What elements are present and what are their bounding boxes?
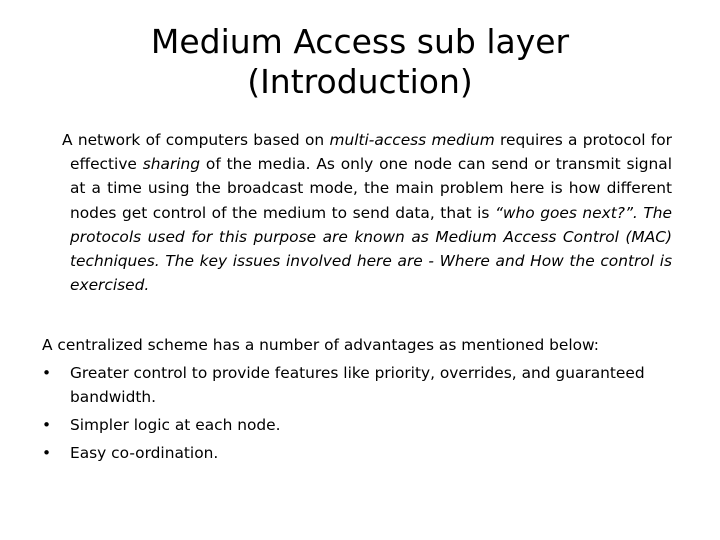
advantages-heading: A centralized scheme has a number of advantages as mentioned below:: [42, 336, 599, 354]
bullet-icon: •: [42, 416, 52, 434]
list-item: [42, 413, 692, 437]
bullet-icon: •: [42, 364, 52, 382]
intro-text-2: requires a protocol for effective: [70, 131, 672, 174]
advantages-list: [42, 361, 692, 469]
list-item-text: Greater control to provide features like priority, overrides, and guaranteed bandwidth.: [70, 364, 645, 406]
intro-text-1: A network of computers based on: [62, 131, 330, 149]
list-item-text: Easy co-ordination.: [70, 444, 219, 462]
intro-emphasis-tail: “who goes next?”. The protocols used for this purpose are known as Medium Access Control (MAC) techniques. The key issues involved here are - Where and How the control is exercised.: [70, 203, 672, 295]
intro-text-3: of the media. As only one node can send or transmit signal at a time using the broadcast mode, the main problem here is how different nodes get control of the medium to send data, that is: [70, 155, 672, 222]
intro-emphasis-sharing: sharing: [142, 155, 201, 174]
intro-emphasis-multi-access: multi-access medium: [329, 131, 495, 149]
bullet-icon: •: [42, 444, 52, 462]
slide-title: [0, 22, 720, 102]
list-item: [42, 361, 692, 409]
title-line-1: Medium Access sub layer: [150, 22, 570, 61]
list-item-text: Simpler logic at each node.: [70, 416, 281, 434]
title-line-2: (Introduction): [247, 62, 473, 101]
list-item: [42, 441, 692, 465]
intro-paragraph: [62, 128, 672, 297]
